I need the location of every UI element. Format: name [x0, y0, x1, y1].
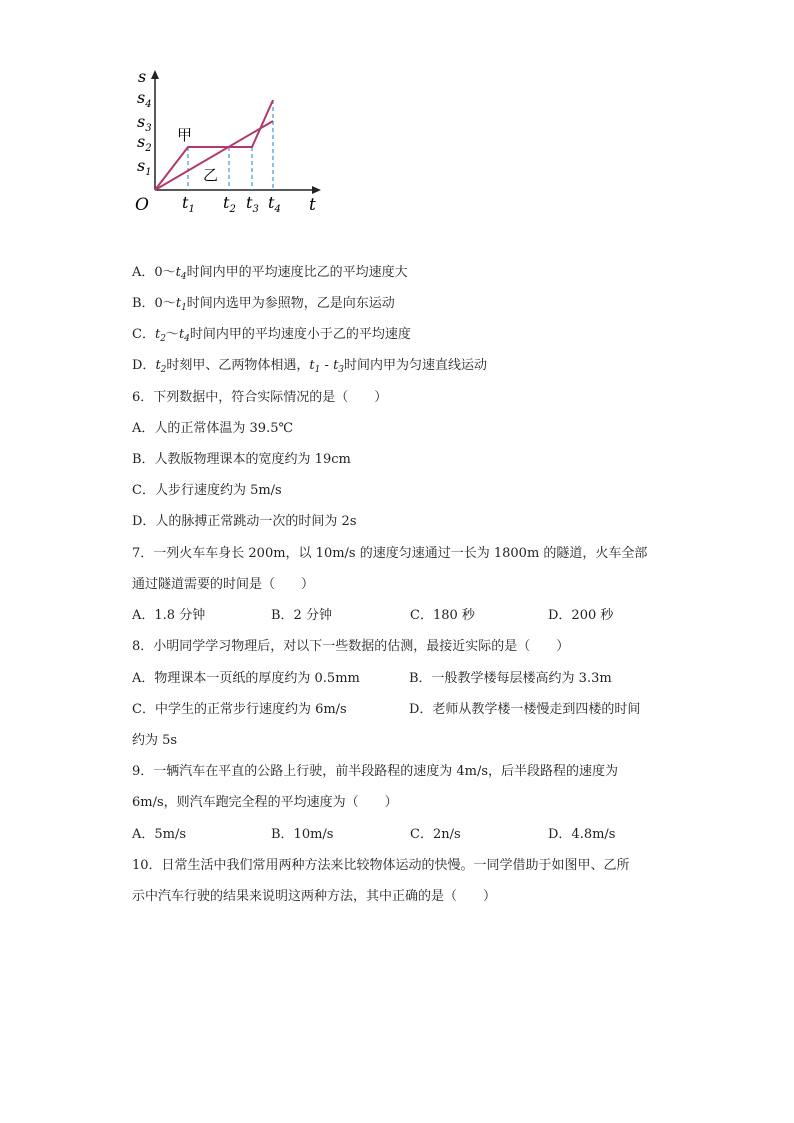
var-t: $t_2$: [155, 358, 167, 375]
var-t: $t_4$: [178, 327, 190, 344]
var-t: $t_1$: [175, 296, 187, 313]
var-t: $t_2$: [154, 327, 166, 344]
y-axis-label: s: [138, 67, 147, 86]
var-t: $t_4$: [175, 265, 187, 282]
q9-option-a[interactable]: A．5m/s: [132, 827, 187, 842]
q5-option-c[interactable]: C．$t_2\sim t_4$时间内甲的平均速度小于乙的平均速度: [132, 327, 411, 344]
q7-option-d[interactable]: D．200 秒: [548, 608, 614, 623]
q7-option-b[interactable]: B．2 分钟: [271, 608, 332, 623]
q6-option-c[interactable]: C．人步行速度约为 5m/s: [132, 483, 282, 498]
q8-option-d-cont: 约为 5s: [132, 733, 178, 748]
q7-option-c[interactable]: C．180 秒: [410, 608, 475, 623]
tick-s2: $s_2$: [137, 132, 152, 154]
q9-stem-line2: 6m/s，则汽车跑完全程的平均速度为（ ）: [132, 795, 398, 810]
q7-stem-line1: 7．一列火车车身长 200m，以 10m/s 的速度匀速通过一长为 1800m 的隧道，火车全部: [132, 546, 648, 561]
x-axis-arrow: [312, 186, 321, 194]
origin-label: O: [135, 195, 149, 215]
q5-option-b[interactable]: B．$0\sim t_1$时间内选甲为参照物，乙是向东运动: [132, 296, 395, 313]
q9-option-d[interactable]: D．4.8m/s: [548, 827, 616, 842]
tick-s3: $s_3$: [137, 112, 152, 134]
q7-option-a[interactable]: A．1.8 分钟: [132, 608, 206, 623]
q10-stem-line1: 10．日常生活中我们常用两种方法来比较物体运动的快慢。一同学借助于如图甲、乙所: [132, 858, 630, 873]
q8-option-a[interactable]: A．物理课本一页纸的厚度约为 0.5mm: [132, 671, 360, 686]
q6-option-b[interactable]: B．人教版物理课本的宽度约为 19cm: [132, 452, 351, 467]
tick-s1: $s_1$: [137, 156, 152, 178]
tick-s4: $s_4$: [137, 88, 152, 110]
q10-stem-line2: 示中汽车行驶的结果来说明这两种方法，其中正确的是（ ）: [132, 889, 497, 904]
y-axis-arrow: [151, 70, 159, 79]
x-axis-label: t: [309, 195, 316, 215]
tick-t1: $t_1$: [182, 193, 195, 215]
q5-option-d[interactable]: D．$t_2$时刻甲、乙两物体相遇，$t_1 - t_3$时间内甲为匀速直线运动: [132, 358, 488, 375]
q8-option-d[interactable]: D．老师从教学楼一楼慢走到四楼的时间: [409, 702, 641, 717]
q8-option-c[interactable]: C．中学生的正常步行速度约为 6m/s: [132, 702, 347, 717]
q6-stem: 6．下列数据中，符合实际情况的是（ ）: [132, 390, 388, 405]
var-t: $t_3$: [333, 358, 345, 375]
tick-t3: $t_3$: [246, 193, 259, 215]
label-yi: 乙: [203, 166, 219, 184]
var-t: $t_1$: [309, 358, 321, 375]
q8-stem: 8．小明同学学习物理后，对以下一些数据的估测，最接近实际的是（ ）: [132, 639, 570, 654]
s-t-graph: [125, 62, 330, 222]
q5-option-a[interactable]: A．$0\sim t_4$时间内甲的平均速度比乙的平均速度大: [132, 265, 408, 282]
tick-t2: $t_2$: [223, 193, 236, 215]
label-jia: 甲: [177, 126, 193, 144]
q6-option-d[interactable]: D．人的脉搏正常跳动一次的时间为 2s: [132, 514, 357, 529]
q9-stem-line1: 9．一辆汽车在平直的公路上行驶，前半段路程的速度为 4m/s，后半段路程的速度为: [132, 764, 619, 779]
tick-t4: $t_4$: [268, 193, 281, 215]
q9-option-c[interactable]: C．2n/s: [410, 827, 461, 842]
q9-option-b[interactable]: B．10m/s: [271, 827, 334, 842]
q7-stem-line2: 通过隧道需要的时间是（ ）: [132, 577, 315, 592]
q6-option-a[interactable]: A．人的正常体温为 39.5℃: [132, 421, 294, 436]
q8-option-b[interactable]: B．一般教学楼每层楼高约为 3.3m: [409, 671, 612, 686]
